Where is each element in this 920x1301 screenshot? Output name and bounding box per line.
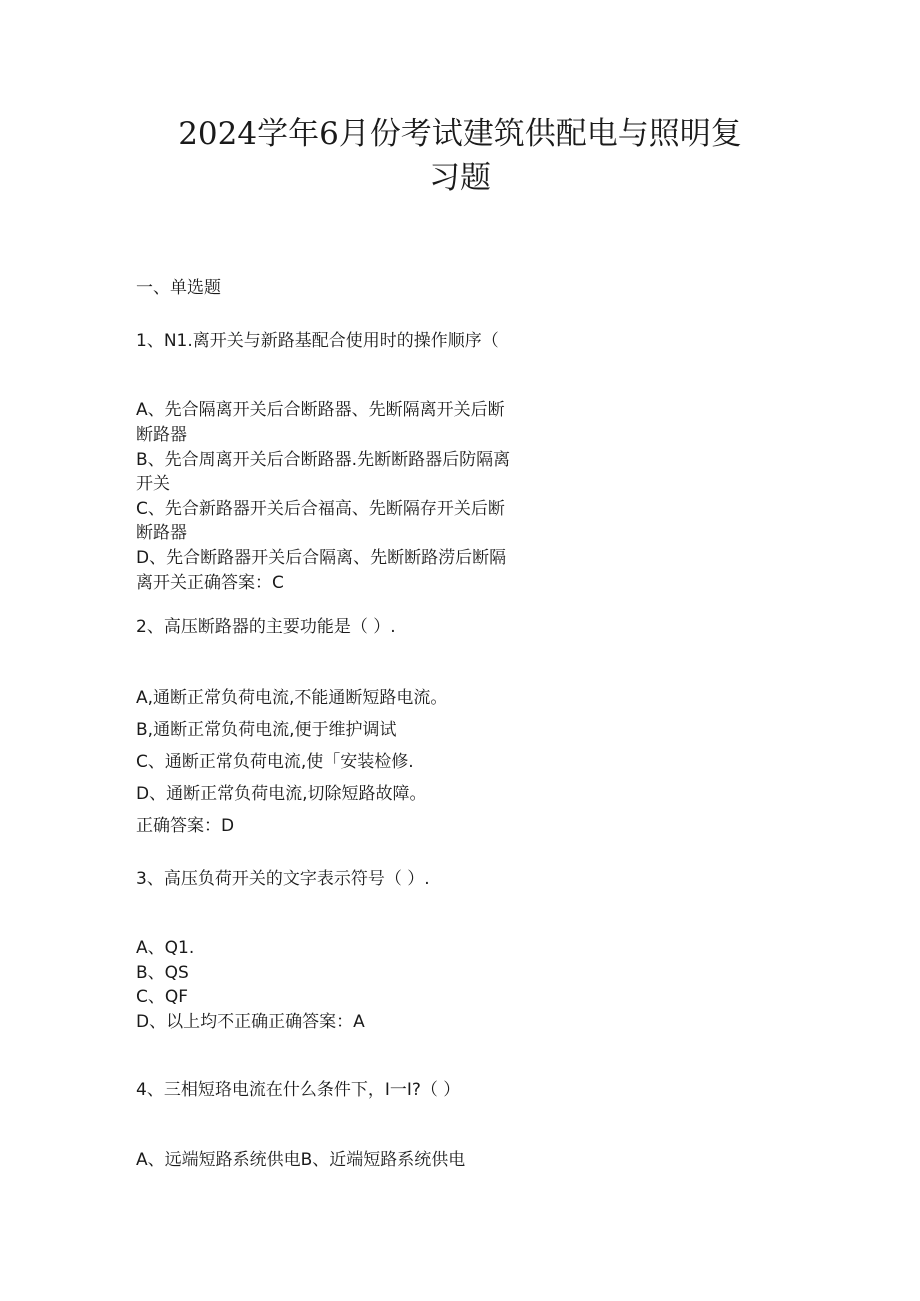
question-3-stem: 3、高压负荷开关的文字表示符号（ ）.: [136, 869, 430, 889]
question-3-option-b: B、QS: [136, 963, 189, 983]
question-1-option-b-line-1: B、先合周离开关后合断路器.先断断路器后防隔离: [136, 450, 511, 470]
question-1-option-a-line-2: 断路器: [136, 425, 187, 445]
question-2-answer: 正确答案：D: [136, 816, 235, 836]
question-1-stem: 1、N1.离开关与新路基配合使用时的操作顺序（: [136, 331, 499, 351]
question-1-option-a-line-1: A、先合隔离开关后合断路器、先断隔离开关后断: [136, 400, 505, 420]
question-1-option-d-line-1: D、先合断路器开关后合隔离、先断断路涝后断隔: [136, 548, 507, 568]
question-3-option-c: C、QF: [136, 987, 189, 1007]
document-title: [0, 112, 920, 200]
title-line-2: 习题: [429, 160, 491, 196]
section-heading: 一、单选题: [136, 278, 221, 298]
question-3-option-d: D、以上均不正确正确答案：A: [136, 1012, 365, 1032]
question-2-option-a: A,通断正常负荷电流,不能通断短路电流。: [136, 688, 448, 708]
question-1-option-c-line-2: 断路器: [136, 523, 187, 543]
question-4-stem: 4、三相短珞电流在什么条件下，I一I?（ ）: [136, 1080, 461, 1100]
question-2-option-c: C、通断正常负荷电流,使「安装检修.: [136, 752, 414, 772]
question-4-options-a-b: A、远端短路系统供电B、近端短路系统供电: [136, 1150, 466, 1170]
question-2-option-b: B,通断正常负荷电流,便于维护调试: [136, 720, 397, 740]
question-1-option-b-line-2: 开关: [136, 474, 170, 494]
question-1-option-c-line-1: C、先合新路器开关后合福高、先断隔存开关后断: [136, 499, 505, 519]
title-line-1: 2024学年6月份考试建筑供配电与照明复: [178, 116, 742, 152]
question-2-stem: 2、高压断路器的主要功能是（ ）.: [136, 617, 396, 637]
question-1-option-d-line-2: 离开关正确答案：C: [136, 573, 284, 593]
question-3-option-a: A、Q1.: [136, 938, 195, 958]
question-2-option-d: D、通断正常负荷电流,切除短路故障。: [136, 784, 427, 804]
